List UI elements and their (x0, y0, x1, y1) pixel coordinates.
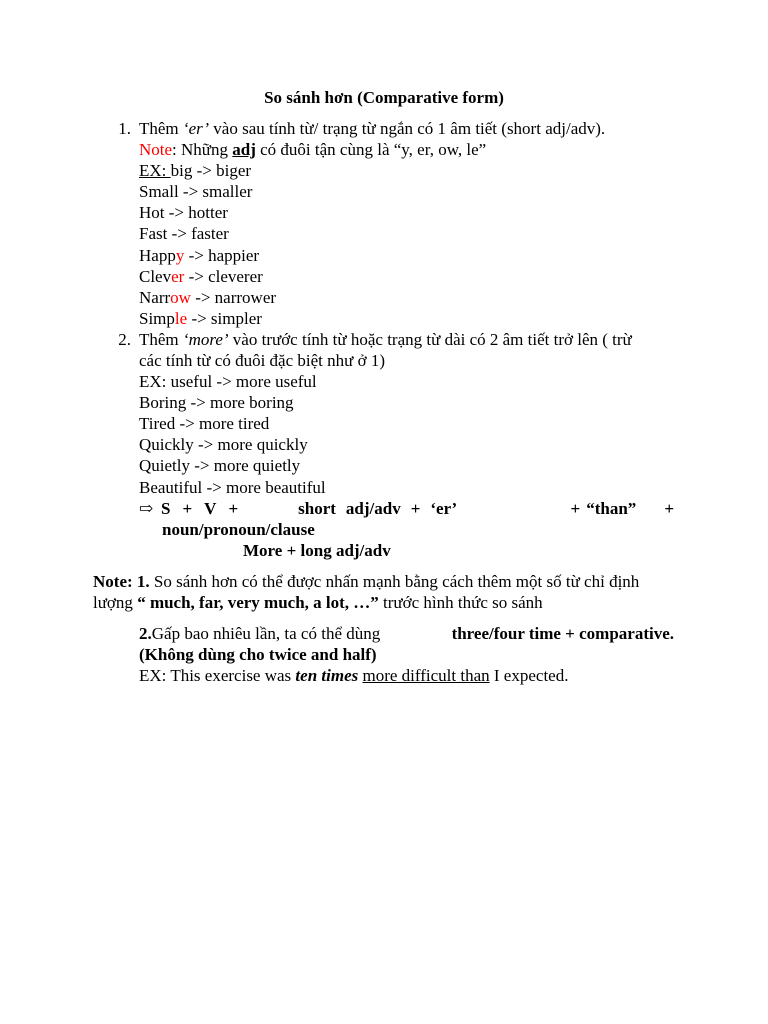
word-ending: y (175, 246, 185, 265)
item2-more: ‘more’ (182, 330, 229, 349)
note-text-a: So sánh hơn có thể được nhấn mạnh bằng cách thêm một số từ chỉ định (149, 572, 640, 591)
example-line: Small -> smaller (139, 182, 253, 201)
note-number: 1. (132, 572, 150, 591)
note2-bold-b: (Không dùng cho twice and half) (139, 645, 377, 664)
note2-bold-a: three/four time + comparative. (451, 624, 674, 643)
ex-rest: big -> biger (170, 161, 252, 180)
example-line: Fast -> faster (139, 224, 229, 243)
page-title: So sánh hơn (Comparative form) (264, 88, 504, 107)
item1-er: ‘er’ (182, 119, 210, 138)
formula-part: + (664, 499, 674, 518)
word-ending: er (171, 267, 185, 286)
formula-part: “than” (586, 499, 637, 518)
item2-text-cont: các tính từ có đuôi đặc biệt như ở 1) (139, 351, 385, 370)
note-1 (93, 571, 639, 592)
item1-text (139, 118, 605, 139)
list-number-1: 1. (118, 119, 131, 138)
note-label: Note: (93, 572, 133, 591)
formula-part: + (410, 499, 421, 518)
item2-text-wrap (139, 329, 632, 350)
note-text-b: lượng (93, 593, 138, 612)
note-text-c: trước hình thức so sánh (378, 593, 543, 612)
formula-line-3: More + long adj/adv (243, 541, 391, 560)
note-text-a: : Những (172, 140, 233, 159)
word-stem: Clev (139, 267, 172, 286)
item1-text-b: vào sau tính từ/ trạng từ ngắn có 1 âm tiết (short adj/adv). (209, 119, 606, 138)
word-stem: Simp (139, 309, 175, 328)
example-line: EX: useful -> more useful (139, 372, 317, 391)
example-line: Boring -> more boring (139, 393, 294, 412)
note2-number: 2. (139, 624, 152, 643)
word-ending: le (174, 309, 188, 328)
note2-ex-a: EX: This exercise was (139, 666, 296, 685)
example-line (139, 266, 263, 287)
note-label: Note (139, 140, 173, 159)
formula-part: + (228, 499, 239, 518)
item1-text-a: Thêm (139, 119, 183, 138)
formula-part: ‘er’ (430, 499, 458, 518)
formula-line-2: noun/pronoun/clause (162, 520, 315, 539)
note-quantifiers: “ much, far, very much, a lot, …” (137, 593, 379, 612)
item1-example (139, 160, 251, 181)
note2-ex-underline: more difficult than (362, 666, 490, 685)
item2-text (139, 329, 674, 350)
note2-ex-b: I expected. (489, 666, 569, 685)
formula-part: + (182, 499, 193, 518)
note-2 (139, 623, 674, 644)
word-rest: -> simpler (187, 309, 262, 328)
word-rest: -> narrower (190, 288, 277, 307)
item1-note (139, 139, 486, 160)
note-text-b: có đuôi tận cùng là “y, er, ow, le” (255, 140, 487, 159)
formula-part: short (298, 499, 336, 518)
example-line (139, 287, 276, 308)
note-1-cont (93, 592, 543, 613)
word-stem: Narr (139, 288, 171, 307)
example-line (139, 308, 262, 329)
word-ending: ow (170, 288, 191, 307)
example-line: Beautiful -> more beautiful (139, 478, 326, 497)
formula-part: + (570, 499, 581, 518)
word-rest: -> happier (184, 246, 260, 265)
list-number-2: 2. (118, 330, 131, 349)
example-line (139, 245, 259, 266)
note-2-left (139, 623, 380, 644)
note2-ex-italic: ten times (295, 666, 359, 685)
ex-label: EX: (139, 161, 171, 180)
formula-line-1 (139, 498, 674, 519)
word-stem: Happ (139, 246, 176, 265)
item2-text-b: vào trước tính từ hoặc trạng từ dài có 2 âm tiết trở lên ( trừ (228, 330, 632, 349)
formula-part: adj/adv (345, 499, 401, 518)
formula-part: V (204, 499, 217, 518)
example-line: Quietly -> more quietly (139, 456, 301, 475)
example-line: Hot -> hotter (139, 203, 228, 222)
note2-text-a: Gấp bao nhiêu lần, ta có thể dùng (151, 624, 381, 643)
note-adj: adj (232, 140, 256, 159)
word-rest: -> cleverer (184, 267, 263, 286)
arrow-icon: ⇨ (139, 499, 154, 518)
example-line: Quickly -> more quickly (139, 435, 308, 454)
item2-text-a: Thêm (139, 330, 183, 349)
formula-part: S (161, 499, 171, 518)
example-line: Tired -> more tired (139, 414, 270, 433)
note2-example (139, 665, 568, 686)
